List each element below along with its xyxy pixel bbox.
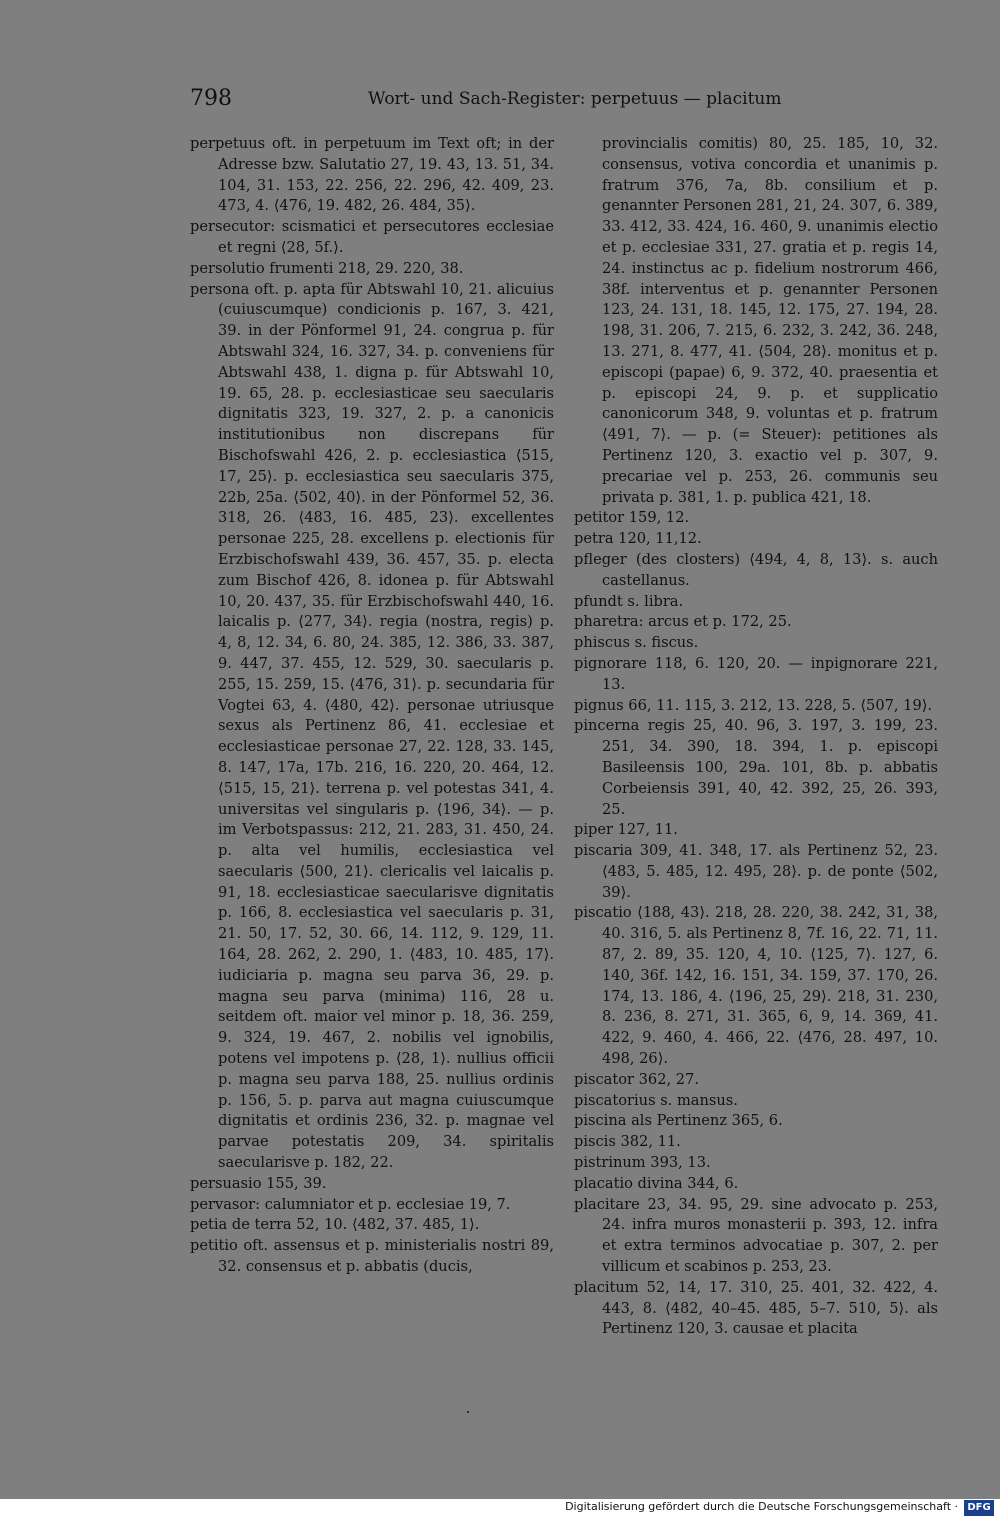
- page-mark-dot: [467, 1411, 469, 1413]
- index-entry: persuasio 155, 39.: [190, 1174, 327, 1192]
- index-entry: piper 127, 11.: [574, 821, 678, 839]
- dfg-logo-icon: DFG: [964, 1500, 994, 1516]
- index-entry: petra 120, 11,12.: [574, 530, 702, 548]
- index-entry: pignorare 118, 6. 120, 20. — inpignorare 221, 13.: [574, 654, 938, 693]
- index-entry: pharetra: arcus et p. 172, 25.: [574, 613, 792, 631]
- index-entry: piscina als Pertinenz 365, 6.: [574, 1112, 783, 1130]
- index-entry: piscis 382, 11.: [574, 1133, 681, 1151]
- index-entry: pfleger (des closters) ⟨494, 4, 8, 13⟩. s. auch castellanus.: [574, 550, 938, 589]
- index-entry: pincerna regis 25, 40. 96, 3. 197, 3. 199, 23. 251, 34. 390, 18. 394, 1. p. episcopi Basileensis 100, 29a. 101, 8b. p. abbatis Corbeiensis 391, 40, 42. 392, 25, 26. 393, 25.: [574, 717, 938, 818]
- index-entry: petitio oft. assensus et p. ministerialis nostri 89, 32. consensus et p. abbatis (ducis,: [190, 1237, 554, 1276]
- index-entry: pervasor: calumniator et p. ecclesiae 19, 7.: [190, 1195, 511, 1213]
- index-entry: piscator 362, 27.: [574, 1070, 699, 1088]
- index-entry: pignus 66, 11. 115, 3. 212, 13. 228, 5. ⟨507, 19⟩.: [574, 696, 933, 714]
- index-entry: placatio divina 344, 6.: [574, 1174, 739, 1192]
- index-entry: pistrinum 393, 13.: [574, 1154, 711, 1172]
- index-entry: petia de terra 52, 10. ⟨482, 37. 485, 1⟩.: [190, 1216, 480, 1234]
- index-entry: piscatio ⟨188, 43⟩. 218, 28. 220, 38. 242, 31, 38, 40. 316, 5. als Pertinenz 8, 7f. 16, 22. 71, 11. 87, 2. 89, 35. 120, 4, 10. ⟨125, 7⟩. 127, 6. 140, 36f. 142, 16. 151, 34. 159, 37. 170, 26. 174, 13. 186, 4. ⟨196, 25, 29⟩. 218, 31. 230, 8. 236, 8. 271, 31. 365, 6, 9, 14. 369, 41. 422, 9. 460, 4. 466, 22. ⟨476, 28. 497, 10. 498, 26⟩.: [574, 904, 938, 1068]
- index-entry: provincialis comitis) 80, 25. 185, 10, 32. consensus, votiva concordia et unanimis p. fratrum 376, 7a, 8b. consilium et p. genannter Personen 281, 21, 24. 307, 6. 389, 33. 412, 33. 424, 16. 460, 9. unanimis electio et p. ecclesiae 331, 27. gratia et p. regis 14, 24. instinctus ac p. fidelium nostrorum 466, 38f. interventus et p. genannter Personen 123, 24. 131, 18. 145, 12. 175, 27. 194, 28. 198, 31. 206, 7. 215, 6. 232, 3. 242, 36. 248, 13. 271, 8. 477, 41. ⟨504, 28⟩. monitus et p. episcopi (papae) 6, 9. 372, 40. praesentia et p. episcopi 24, 9. p. et supplicatio canonicorum 348, 9. voluntas et p. fratrum ⟨491, 7⟩. — p. (= Steuer): petitiones als Pertinenz 120, 3. exactio vel p. 307, 9. precariae vel p. 253, 26. communis seu privata p. 381, 1. p. publica 421, 18.: [602, 135, 938, 506]
- page-number: 798: [190, 86, 232, 111]
- index-column-left: [190, 134, 554, 1278]
- index-column-right: [574, 134, 938, 1340]
- index-entry: placitare 23, 34. 95, 29. sine advocato p. 253, 24. infra muros monasterii p. 393, 12. infra et extra terminos advocatiae p. 307, 2. per villicum et scabinos p. 253, 23.: [574, 1195, 938, 1276]
- index-entry: perpetuus oft. in perpetuum im Text oft; in der Adresse bzw. Salutatio 27, 19. 43, 13. 51, 34. 104, 31. 153, 22. 256, 22. 296, 42. 409, 23. 473, 4. ⟨476, 19. 482, 26. 484, 35⟩.: [190, 135, 554, 215]
- index-entry: pfundt s. libra.: [574, 592, 684, 610]
- index-entry: placitum 52, 14, 17. 310, 25. 401, 32. 422, 4. 443, 8. ⟨482, 40–45. 485, 5–7. 510, 5⟩. als Pertinenz 120, 3. causae et placita: [574, 1278, 938, 1338]
- index-entry: persolutio frumenti 218, 29. 220, 38.: [190, 259, 464, 277]
- index-entry: persecutor: scismatici et persecutores ecclesiae et regni ⟨28, 5f.⟩.: [190, 218, 554, 256]
- index-entry: petitor 159, 12.: [574, 509, 690, 527]
- index-entry: persona oft. p. apta für Abtswahl 10, 21. alicuius (cuiuscumque) condicionis p. 167, 3. 421, 39. in der Pönformel 91, 24. congrua p. für Abtswahl 324, 16. 327, 34. p. conveniens für Abtswahl 438, 1. digna p. für Abtswahl 10, 19. 65, 28. p. ecclesiasticae seu saecularis dignitatis 323, 19. 327, 2. p. a canonicis institutionibus non discrepans für Bischofswahl 426, 2. p. ecclesiastica ⟨515, 17, 25⟩. p. ecclesiastica seu saecularis 375, 22b, 25a. ⟨502, 40⟩. in der Pönformel 52, 36. 318, 26. ⟨483, 16. 485, 23⟩. excellentes personae 225, 28. excellens p. electionis für Erzbischofswahl 439, 36. 457, 35. p. electa zum Bischof 426, 8. idonea p. für Abtswahl 10, 20. 437, 35. für Erzbischofswahl 440, 16. laicalis p. ⟨277, 34⟩. regia (nostra, regis) p. 4, 8, 12. 34, 6. 80, 24. 385, 12. 386, 33. 387, 9. 447, 37. 455, 12. 529, 30. saecularis p. 255, 15. 259, 15. ⟨476, 31⟩. p. secundaria für Vogtei 63, 4. ⟨480, 42⟩. personae utriusque sexus als Pertinenz 86, 41. ecclesiae et ecclesiasticae personae 27, 22. 128, 33. 145, 8. 147, 17a, 17b. 216, 16. 220, 20. 464, 12. ⟨515, 15, 21⟩. terrena p. vel potestas 341, 4. universitas vel singularis p. ⟨196, 34⟩. — p. im Verbotspassus: 212, 21. 283, 31. 450, 24. p. alta vel humilis, ecclesiastica vel saecularis ⟨500, 21⟩. clericalis vel laicalis p. 91, 18. ecclesiasticae saecularisve dignitatis p. 166, 8. ecclesiastica vel saecularis p. 31, 21. 50, 17. 52, 30. 66, 14. 112, 9. 129, 11. 164, 28. 262, 2. 290, 1. ⟨483, 10. 485, 17⟩. iudiciaria p. magna seu parva 36, 29. p. magna seu parva (minima) 116, 28 u. seitdem oft. maior vel minor p. 18, 36. 259, 9. 324, 19. 467, 2. nobilis vel ignobilis, potens vel impotens p. ⟨28, 1⟩. nullius officii p. magna seu parva 188, 25. nullius ordinis p. 156, 5. p. parva aut magna cuiuscumque dignitatis et ordinis 236, 32. p. magnae vel parvae potestatis 209, 34. spiritalis saecularisve p. 182, 22.: [190, 280, 554, 1172]
- running-header: Wort- und Sach-Register: perpetuus — placitum: [368, 89, 782, 109]
- index-entry: phiscus s. fiscus.: [574, 634, 699, 652]
- footer-credit: Digitalisierung gefördert durch die Deutsche Forschungsgemeinschaft ·: [565, 1500, 958, 1513]
- index-entry: piscatorius s. mansus.: [574, 1091, 738, 1109]
- index-entry: piscaria 309, 41. 348, 17. als Pertinenz 52, 23. ⟨483, 5. 485, 12. 495, 28⟩. p. de ponte ⟨502, 39⟩.: [574, 842, 938, 901]
